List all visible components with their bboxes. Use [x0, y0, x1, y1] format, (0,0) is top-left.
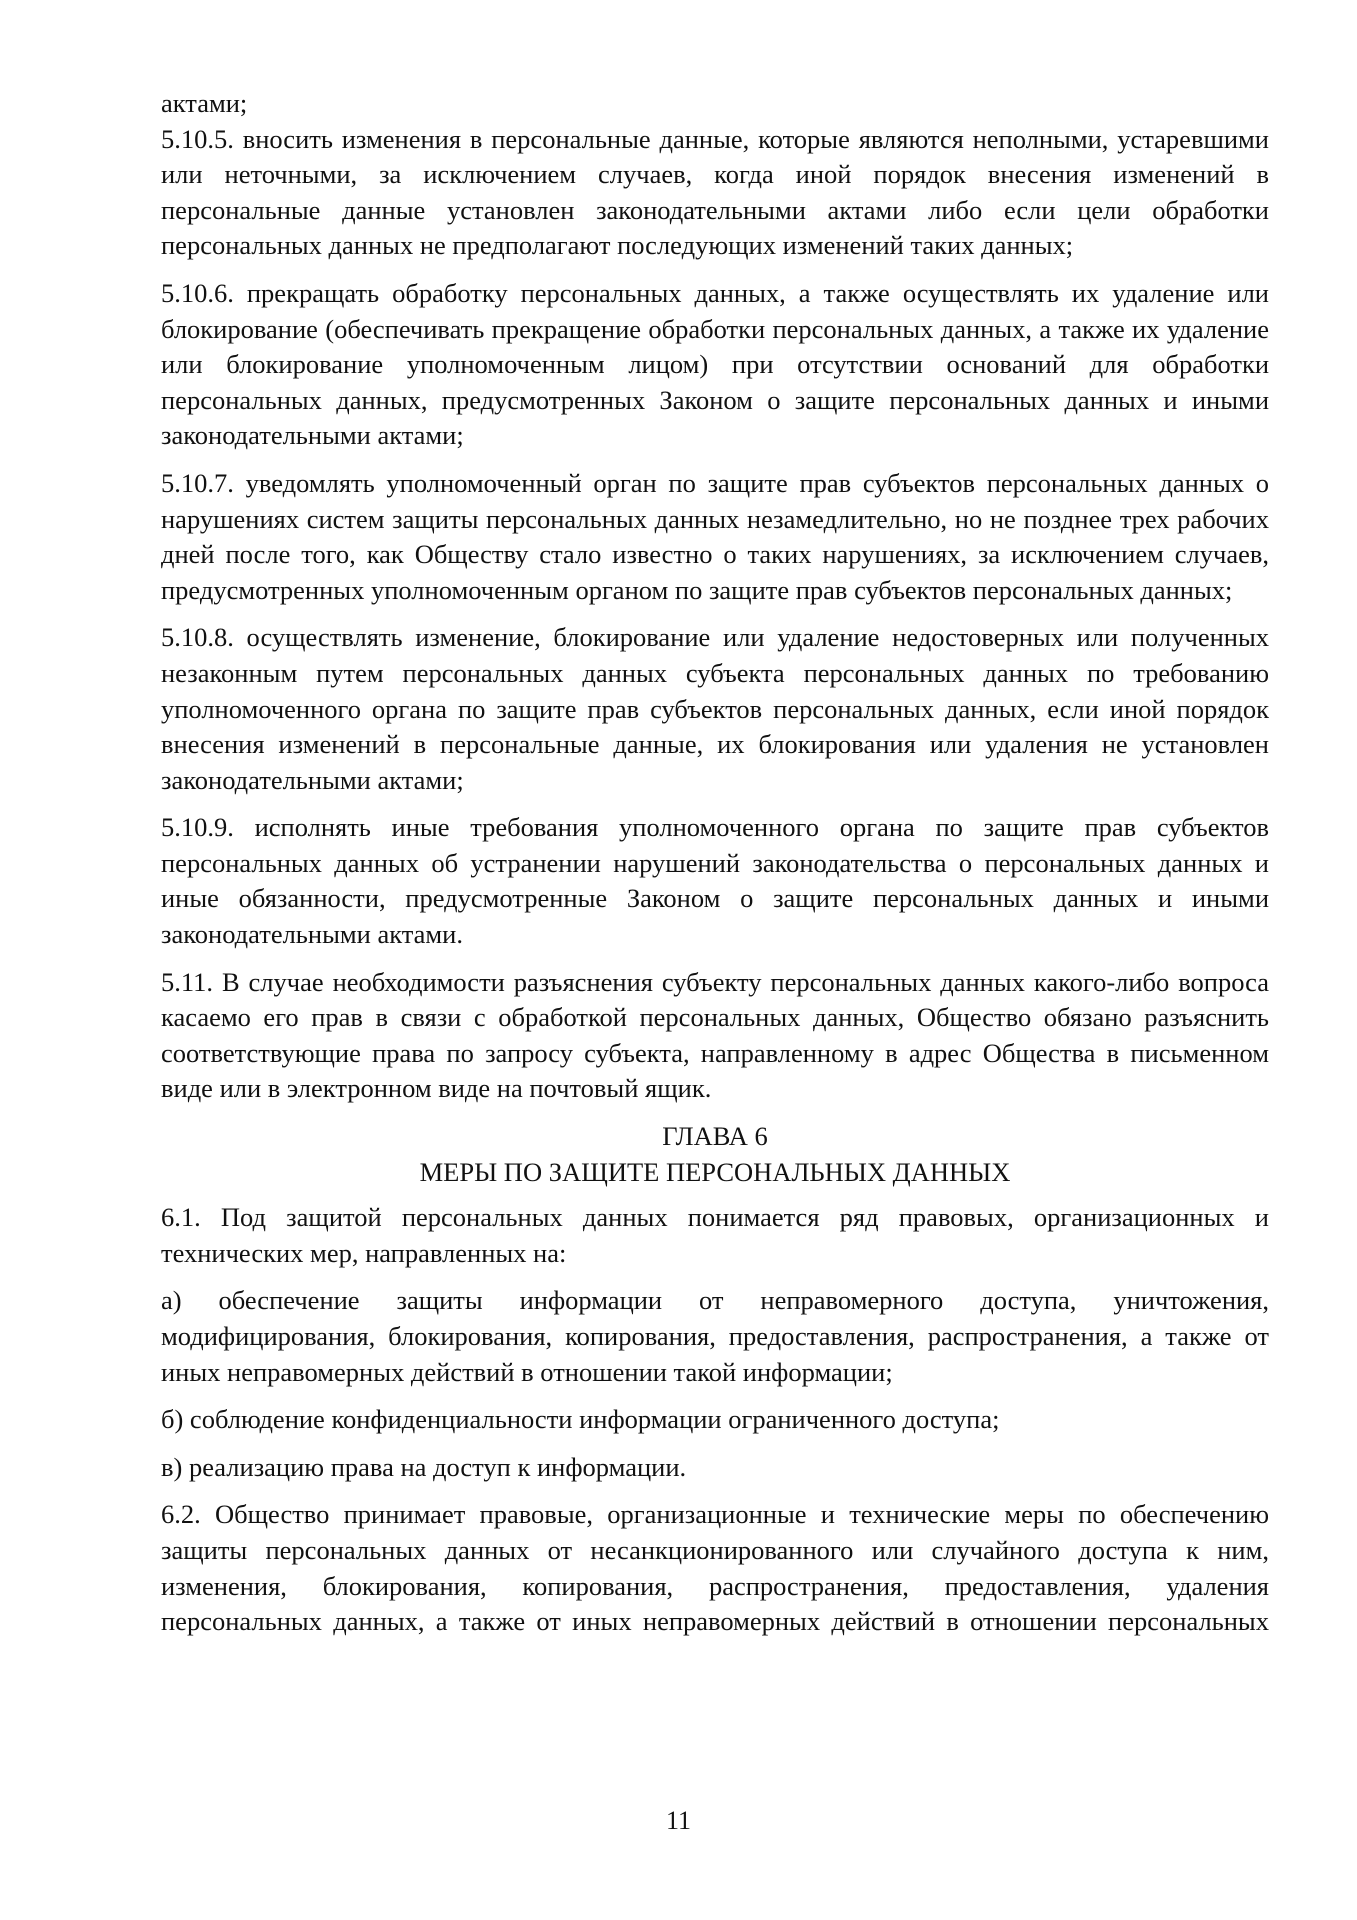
paragraph-5-10-8: 5.10.8. осуществлять изменение, блокирование или удаление недостоверных или полученных незаконным путем персональных данных субъекта персональных данных по требованию уполномоченного органа по защите прав субъектов персональных данных, если иной порядок внесения изменений в персональные данные, их блокирования или удаления не установлен законодательными актами;	[161, 622, 1269, 795]
chapter-heading-block	[161, 1119, 1269, 1190]
paragraph-5-11: 5.11. В случае необходимости разъяснения субъекту персональных данных какого-либо вопроса касаемо его прав в связи с обработкой персональных данных, Общество обязано разъяснить соответствующие права по запросу субъекта, направленному в адрес Общества в письменном виде или в электронном виде на почтовый ящик.	[161, 966, 1269, 1104]
paragraph-5-10-5: 5.10.5. вносить изменения в персональные данные, которые являются неполными, устаревшими или неточными, за исключением случаев, когда иной порядок внесения изменений в персональные данные установлен законодательными актами либо если цели обработки персональных данных не предполагают последующих изменений таких данных;	[161, 123, 1269, 261]
list-item-c: в) реализацию права на доступ к информации.	[161, 1451, 687, 1482]
paragraph-continuation: актами;	[161, 88, 248, 118]
paragraph-6-2: 6.2. Общество принимает правовые, организационные и технические меры по обеспечению защиты персональных данных от несанкционированного или случайного доступа к ним, изменения, блокирования, копирования, распространения, предоставления, удаления персональных данных, а также от иных неправомерных действий в отношении персональных	[161, 1499, 1269, 1637]
paragraph-5-10-6: 5.10.6. прекращать обработку персональных данных, а также осуществлять их удаление или блокирование (обеспечивать прекращение обработки персональных данных, а также их удаление или блокирование уполномоченным лицом) при отсутствии оснований для обработки персональных данных, предусмотренных Законом о защите персональных данных и иными законодательными актами;	[161, 277, 1269, 451]
chapter-title: МЕРЫ ПО ЗАЩИТЕ ПЕРСОНАЛЬНЫХ ДАННЫХ	[419, 1156, 1011, 1187]
list-item-a: а) обеспечение защиты информации от неправомерного доступа, уничтожения, модифицирования, блокирования, копирования, предоставления, распространения, а также от иных неправомерных действий в отношении такой информации;	[161, 1285, 1269, 1387]
chapter-heading: ГЛАВА 6	[662, 1121, 768, 1152]
document-body	[161, 86, 1269, 1652]
list-item-b: б) соблюдение конфиденциальности информации ограниченного доступа;	[161, 1404, 1000, 1435]
page-number: 11	[665, 1806, 692, 1835]
paragraph-5-10-9: 5.10.9. исполнять иные требования уполномоченного органа по защите прав субъектов персональных данных об устранении нарушений законодательства о персональных данных и иные обязанности, предусмотренные Законом о защите персональных данных и иными законодательными актами.	[161, 812, 1269, 950]
paragraph-6-1: 6.1. Под защитой персональных данных понимается ряд правовых, организационных и технических мер, направленных на:	[161, 1202, 1269, 1268]
paragraph-5-10-7: 5.10.7. уведомлять уполномоченный орган по защите прав субъектов персональных данных о нарушениях систем защиты персональных данных незамедлительно, но не позднее трех рабочих дней после того, как Обществу стало известно о таких нарушениях, за исключением случаев, предусмотренных уполномоченным органом по защите прав субъектов персональных данных;	[161, 467, 1269, 605]
